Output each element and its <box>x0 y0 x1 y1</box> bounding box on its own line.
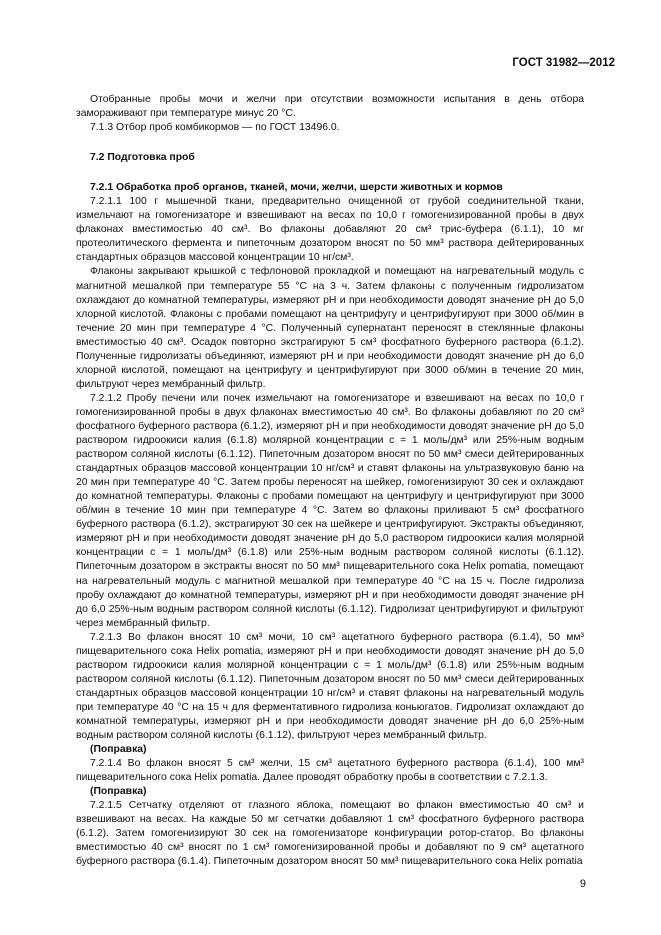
paragraph-7-2-1-5: 7.2.1.5 Сетчатку отделяют от глазного яблока, помещают во флакон вместимостью 40 см³ и взвешивают на весах. На каждые 50 мг сетчатки добавляют 1 см³ фосфатного буферного раствора (6.1.2). Затем гомогенизируют 30 сек на гомогенизаторе конфигурации ротор-статор. Во флаконы вместимостью 40 см³ вносят по 1 см³ гомогенизированной пробы и добавляют по 9 см³ ацетатного буферного раствора (6.1.4). Пипеточным дозатором вносят 50 мм³ пищеварительного сока Helix pomatia <box>76 800 584 868</box>
amendment-note-1: (Поправка) <box>90 744 147 756</box>
paragraph-frozen-samples: Отобранные пробы мочи и желчи при отсутствии возможности испытания в день отбора замораживают при температуре минус 20 °С. <box>76 94 584 120</box>
paragraph-7-2-1-1-cont: Флаконы закрывают крышкой с тефлоновой прокладкой и помещают на нагревательный модуль с магнитной мешалкой при температуре 55 °С на 3 ч. Затем флаконы с полученным гидролизатом охлаждают до комнатной температуры, измеряют pH и при необходимости доводят значение pH до 5,0 хлорной кислотой. Флаконы с пробами помещают на центрифугу и центрифугируют при 3000 об/мин в течение 20 мин при температуре 4 °С. Полученный супернатант переносят в стеклянные флаконы вместимостью 40 см³. Осадок повторно экстрагируют 5 см³ фосфатного буферного раствора (6.1.2). Полученные гидролизаты объединяют, измеряют pH и при необходимости доводят значение pH до 6,0 хлорной кислотой, помещают на центрифугу и центрифугируют при 3000 об/мин в течение 20 мин, фильтруют через мембранный фильтр. <box>76 266 584 390</box>
page-number: 9 <box>579 878 586 890</box>
document-header: ГОСТ 31982—2012 <box>512 57 615 69</box>
paragraph-7-2-1-4: 7.2.1.4 Во флакон вносят 5 см³ желчи, 15 см³ ацетатного буферного раствора (6.1.4), 100 мм³ пищеварительного сока Helix pomatia. Далее проводят обработку пробы в соответствии с 7.2.1.3. <box>76 758 584 784</box>
paragraph-7-1-3: 7.1.3 Отбор проб комбикормов — по ГОСТ 13496.0. <box>90 122 340 134</box>
paragraph-7-2-1-2: 7.2.1.2 Пробу печени или почек измельчают на гомогенизаторе и взвешивают на весах по 10,0 г гомогенизированной пробы в двух флаконах вместимостью 40 см³. Во флаконы добавляют по 20 см³ фосфатного буферного раствора (6.1.2), измеряют pH и при необходимости доводят значение pH до 5,0 раствором гидроокиси калия (6.1.8) молярной концентрации c = 1 моль/дм³ или 25%-ным водным раствором соляной кислоты (6.1.12). Пипеточным дозатором вносят по 50 мм³ смеси дейтерированных стандартных образцов массовой концентрации 10 нг/см³ и ставят флаконы на ультразвуковую баню на 20 мин при температуре 40 °С. Затем пробы переносят на шейкер, гомогенизируют 30 сек и охлаждают до комнатной температуры. Флаконы с пробами помещают на центрифугу и центрифугируют при 3000 об/мин в течение 10 мин при температуре 4 °С. Затем во флаконы приливают 5 см³ фосфатного буферного раствора (6.1.2), экстрагируют 30 сек на шейкере и центрифугируют. Экстракты объединяют, измеряют pH и при необходимости доводят значение pH до 5,0 раствором гидроокиси калия молярной концентрации c = 1 моль/дм³ (6.1.8) или 25%-ным водным раствором соляной кислоты (6.1.12). Пипеточным дозатором в экстракты вносят по 50 мм³ пищеварительного сока Helix pomatia, помещают на нагревательный модуль с магнитной мешалкой при температуре 40 °С на 15 ч. После гидролиза пробу охлаждают до комнатной температуры, измеряют pH и при необходимости доводят значение pH до 6,0 25%-ным водным раствором соляной кислоты (6.1.12). Гидролизат центрифугируют и фильтруют через мембранный фильтр. <box>76 392 584 629</box>
paragraph-7-2-1-1: 7.2.1.1 100 г мышечной ткани, предварительно очищенной от грубой соединительной ткани, измельчают на гомогенизаторе и взвешивают на весах по 10,0 г гомогенизированной пробы в двух флаконах вместимостью 40 см³. Во флаконы добавляют 20 см³ трис-буфера (6.1.1), 10 мг протеолитического фермента и пипеточным дозатором вносят по 50 мм³ раствора дейтерированных стандартных образцов массовой концентрации 10 нг/см³. <box>76 196 584 264</box>
section-heading-7-2: 7.2 Подготовка проб <box>90 152 195 164</box>
section-heading-7-2-1: 7.2.1 Обработка проб органов, тканей, мочи, желчи, шерсти животных и кормов <box>90 182 503 194</box>
document-body <box>76 93 584 869</box>
amendment-note-2: (Поправка) <box>90 786 147 798</box>
paragraph-7-2-1-3: 7.2.1.3 Во флакон вносят 10 см³ мочи, 10 см³ ацетатного буферного раствора (6.1.4), 50 мм³ пищеварительного сока Helix pomatia, измеряют pH и при необходимости доводят значение pH до 5,0 раствором гидроокиси калия молярной концентрации c = 1 моль/дм³ (6.1.8) или 25%-ным водным раствором соляной кислоты (6.1.12). Пипеточным дозатором вносят по 50 мм³ смеси дейтерированных стандартных образцов массовой концентрации 10 нг/см³ и ставят флаконы на нагревательный модуль при температуре 40 °С на 15 ч для ферментативного гидролиза коньюгатов. Гидролизат охлаждают до комнатной температуры, измеряют pH и при необходимости доводят значение pH до 6,0 25%-ным водным раствором соляной кислоты (6.1.12), фильтруют через мембранный фильтр. <box>76 631 584 742</box>
